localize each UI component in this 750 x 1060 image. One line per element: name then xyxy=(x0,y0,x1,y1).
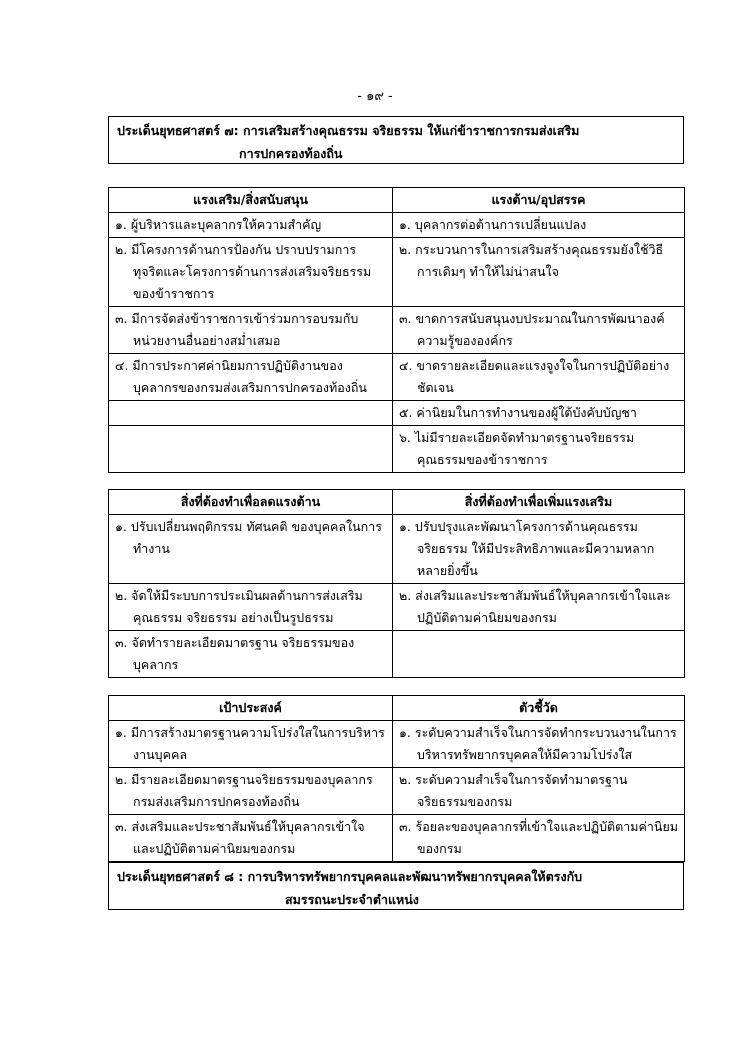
table-cell: ๑. ระดับความสำเร็จในการจัดทำกระบวนงานในการบริหารทรัพยากรบุคคลให้มีความโปร่งใส xyxy=(393,721,685,768)
table-cell: ๔. ขาดรายละเอียดและแรงจูงใจในการปฏิบัติอย่างชัดเจน xyxy=(393,354,685,401)
table-row xyxy=(109,401,685,426)
table-cell: ๓. ร้อยละของบุคลากรที่เข้าใจและปฏิบัติตามค่านิยมของกรม xyxy=(393,815,685,862)
table-cell: ๑. มีการสร้างมาตรฐานความโปร่งใสในการบริหารงานบุคคล xyxy=(109,721,393,768)
column-header-reduce-opposing: สิ่งที่ต้องทำเพื่อลดแรงต้าน xyxy=(109,490,393,515)
table-cell: ๑. ปรับปรุงและพัฒนาโครงการด้านคุณธรรมจริยธรรม ให้มีประสิทธิภาพและมีความหลากหลายยิ่งขึ้น xyxy=(393,515,685,584)
table-cell xyxy=(109,401,393,426)
table-header-row xyxy=(109,696,685,721)
table-cell: ๕. ค่านิยมในการทำงานของผู้ใต้บังคับบัญชา xyxy=(393,401,685,426)
goals-indicators-table xyxy=(108,695,685,862)
table-cell: ๓. ส่งเสริมและประชาสัมพันธ์ให้บุคลากรเข้าใจและปฏิบัติตามค่านิยมของกรม xyxy=(109,815,393,862)
strategy-8-box xyxy=(108,862,684,910)
table-row xyxy=(109,721,685,768)
table-cell: ๓. มีการจัดส่งข้าราชการเข้าร่วมการอบรมกับหน่วยงานอื่นอย่างสม่ำเสมอ xyxy=(109,307,393,354)
table-cell xyxy=(109,426,393,473)
table-cell: ๖. ไม่มีรายละเอียดจัดทำมาตรฐานจริยธรรมคุณธรรมของข้าราชการ xyxy=(393,426,685,473)
table-cell: ๒. จัดให้มีระบบการประเมินผลด้านการส่งเสริมคุณธรรม จริยธรรม อย่างเป็นรูปธรรม xyxy=(109,584,393,631)
table-row xyxy=(109,815,685,862)
strategy-8-title-continued: สมรรถนะประจำตำแหน่ง xyxy=(285,892,419,907)
table-row xyxy=(109,213,685,238)
table-cell: ๔. มีการประกาศค่านิยมการปฏิบัติงานของบุคลากรของกรมส่งเสริมการปกครองท้องถิ่น xyxy=(109,354,393,401)
table-row xyxy=(109,768,685,815)
table-header-row xyxy=(109,490,685,515)
table-header-row xyxy=(109,188,685,213)
strategy-7-title: ประเด็นยุทธศาสตร์ ๗: การเสริมสร้างคุณธรรม จริยธรรม ให้แก่ข้าราชการกรมส่งเสริม xyxy=(117,123,580,138)
strategy-8-title: ประเด็นยุทธศาสตร์ ๘ : การบริหารทรัพยากรบุคคลและพัฒนาทรัพยากรบุคคลให้ตรงกับ xyxy=(117,869,583,884)
strategy-7-title-continued: การปกครองท้องถิ่น xyxy=(239,146,343,161)
forces-table xyxy=(108,187,685,473)
page-number: - ๑๙ - xyxy=(357,89,393,104)
column-header-indicators: ตัวชี้วัด xyxy=(393,696,685,721)
table-row xyxy=(109,426,685,473)
table-cell: ๑. ปรับเปลี่ยนพฤติกรรม ทัศนคติ ของบุคคลในการทำงาน xyxy=(109,515,393,584)
table-cell: ๑. ผู้บริหารและบุคลากรให้ความสำคัญ xyxy=(109,213,393,238)
table-cell: ๒. มีรายละเอียดมาตรฐานจริยธรรมของบุคลากรกรมส่งเสริมการปกครองท้องถิ่น xyxy=(109,768,393,815)
actions-table xyxy=(108,489,685,678)
table-row xyxy=(109,354,685,401)
table-row xyxy=(109,584,685,631)
column-header-goals: เป้าประสงค์ xyxy=(109,696,393,721)
table-cell xyxy=(393,631,685,678)
table-cell: ๓. จัดทำรายละเอียดมาตรฐาน จริยธรรมของบุคลากร xyxy=(109,631,393,678)
column-header-opposing-forces: แรงต้าน/อุปสรรค xyxy=(393,188,685,213)
column-header-supporting-forces: แรงเสริม/สิ่งสนับสนุน xyxy=(109,188,393,213)
table-cell: ๒. กระบวนการในการเสริมสร้างคุณธรรมยังใช้วิธีการเดิมๆ ทำให้ไม่น่าสนใจ xyxy=(393,238,685,307)
table-row xyxy=(109,631,685,678)
table-row xyxy=(109,238,685,307)
table-row xyxy=(109,515,685,584)
table-cell: ๒. มีโครงการด้านการป้องกัน ปราบปรามการทุจริตและโครงการด้านการส่งเสริมจริยธรรมของข้าราชการ xyxy=(109,238,393,307)
strategy-7-box xyxy=(108,116,684,164)
table-cell: ๒. ระดับความสำเร็จในการจัดทำมาตรฐานจริยธรรมของกรม xyxy=(393,768,685,815)
table-cell: ๓. ขาดการสนับสนุนงบประมาณในการพัฒนาองค์ความรู้ขององค์กร xyxy=(393,307,685,354)
table-cell: ๒. ส่งเสริมและประชาสัมพันธ์ให้บุคลากรเข้าใจและปฏิบัติตามค่านิยมของกรม xyxy=(393,584,685,631)
column-header-increase-supporting: สิ่งที่ต้องทำเพื่อเพิ่มแรงเสริม xyxy=(393,490,685,515)
table-cell: ๑. บุคลากรต่อต้านการเปลี่ยนแปลง xyxy=(393,213,685,238)
table-row xyxy=(109,307,685,354)
